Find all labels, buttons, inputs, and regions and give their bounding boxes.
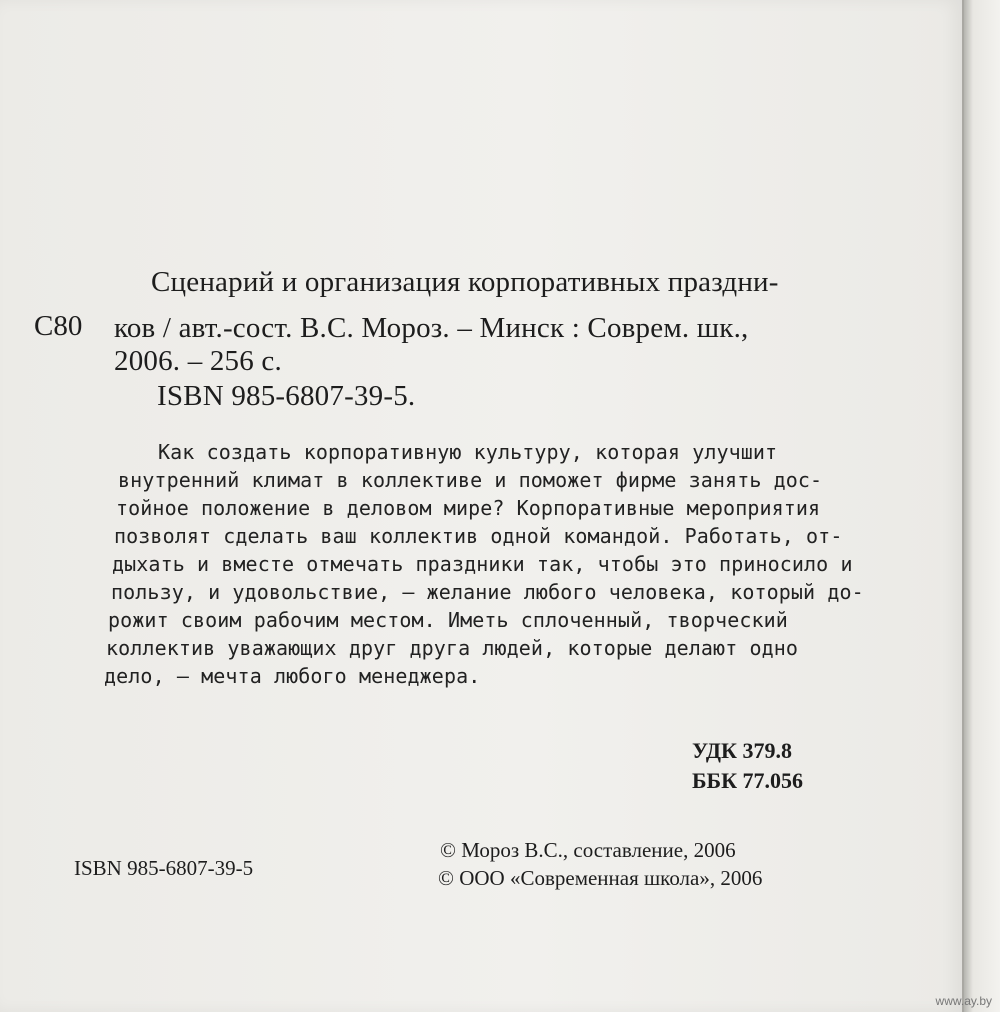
annotation-line-9: дело, – мечта любого менеджера.	[104, 664, 481, 688]
bibliographic-line-3: 2006. – 256 с.	[114, 345, 282, 377]
bibliographic-isbn: ISBN 985-6807-39-5.	[157, 380, 416, 412]
copyright-publisher: © ООО «Современная школа», 2006	[438, 866, 763, 890]
udk-code: УДК 379.8	[692, 738, 793, 763]
watermark-text: www.ay.by	[935, 994, 992, 1008]
bbk-code: ББК 77.056	[692, 768, 804, 793]
annotation-line-5: дыхать и вместе отмечать праздники так, чтобы это приносило и	[112, 552, 853, 576]
next-page-edge	[962, 0, 1000, 1012]
bibliographic-line-2: ков / авт.-сост. В.С. Мороз. – Минск : Соврем. шк.,	[114, 312, 749, 344]
annotation-line-4: позволят сделать ваш коллектив одной командой. Работать, от-	[114, 524, 843, 548]
annotation-line-3: тойное положение в деловом мире? Корпоративные мероприятия	[116, 496, 821, 520]
annotation-line-7: рожит своим рабочим местом. Иметь сплоченный, творческий	[108, 608, 788, 632]
footer-isbn: ISBN 985-6807-39-5	[74, 856, 254, 880]
bibliographic-line-1: Сценарий и организация корпоративных праздни-	[151, 266, 779, 298]
annotation-line-2: внутренний климат в коллективе и поможет фирме занять дос-	[118, 468, 823, 492]
annotation-line-6: пользу, и удовольствие, – желание любого человека, который до-	[111, 580, 864, 604]
copyright-author: © Мороз В.С., составление, 2006	[440, 838, 736, 862]
catalog-code: С80	[34, 310, 83, 342]
annotation-line-1: Как создать корпоративную культуру, которая улучшит	[158, 440, 778, 464]
annotation-line-8: коллектив уважающих друг друга людей, которые делают одно	[106, 636, 799, 660]
